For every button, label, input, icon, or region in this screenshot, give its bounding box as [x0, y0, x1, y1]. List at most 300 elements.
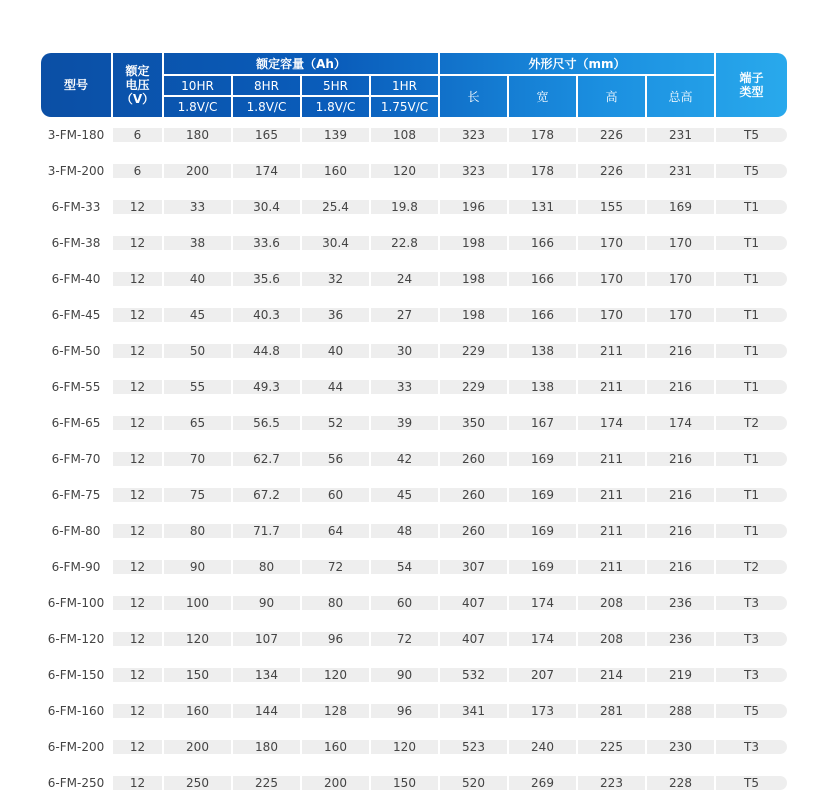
- cell-terminal-text: T3: [744, 668, 759, 682]
- cell-voltage: [113, 272, 162, 286]
- cell-cap-10hr-text: 55: [189, 380, 206, 394]
- cell-voltage-text: 12: [129, 488, 146, 502]
- cell-cap-5hr-text: 128: [324, 704, 347, 718]
- cell-cap-8hr: [233, 668, 300, 682]
- cell-cap-1hr-text: 42: [396, 452, 413, 466]
- cell-cap-8hr: [233, 272, 300, 286]
- cell-cap-10hr-text: 180: [186, 128, 209, 142]
- cell-length: [440, 452, 507, 466]
- cell-model: [41, 776, 111, 790]
- cell-cap-5hr-text: 32: [327, 272, 344, 286]
- cell-cap-5hr: [302, 344, 369, 358]
- cell-length-text: 229: [462, 344, 485, 358]
- table-row: [41, 200, 787, 214]
- cell-cap-5hr: [302, 596, 369, 610]
- cell-cap-10hr: [164, 596, 231, 610]
- cell-cap-10hr-text: 38: [189, 236, 206, 250]
- cell-width-text: 173: [531, 704, 554, 718]
- cell-cap-8hr: [233, 308, 300, 322]
- cell-cap-5hr-text: 52: [327, 416, 344, 430]
- cell-cap-10hr: [164, 632, 231, 646]
- cell-voltage: [113, 452, 162, 466]
- cell-model-text: 6-FM-70: [51, 452, 101, 466]
- cell-cap-10hr: [164, 776, 231, 790]
- cell-length-text: 307: [462, 560, 485, 574]
- cell-height: [578, 200, 645, 214]
- cell-length: [440, 740, 507, 754]
- cell-voltage-text: 12: [129, 272, 146, 286]
- cell-cap-5hr-text: 56: [327, 452, 344, 466]
- cell-width-text: 207: [531, 668, 554, 682]
- cell-cap-8hr-text: 165: [255, 128, 278, 142]
- cell-length-text: 260: [462, 488, 485, 502]
- cell-cap-5hr: [302, 128, 369, 142]
- cell-width: [509, 704, 576, 718]
- cell-cap-1hr-text: 30: [396, 344, 413, 358]
- cell-model-text: 6-FM-120: [47, 632, 105, 646]
- cell-width: [509, 308, 576, 322]
- cell-terminal-text: T5: [744, 704, 759, 718]
- cell-cap-8hr: [233, 416, 300, 430]
- cell-cap-8hr-text: 174: [255, 164, 278, 178]
- cell-height: [578, 416, 645, 430]
- cell-height: [578, 344, 645, 358]
- cell-length: [440, 668, 507, 682]
- cell-total-height: [647, 452, 714, 466]
- cell-height: [578, 236, 645, 250]
- cell-cap-1hr: [371, 776, 438, 790]
- cell-cap-10hr-text: 50: [189, 344, 206, 358]
- col-group-dimensions: 外形尺寸（mm）: [528, 56, 626, 71]
- cell-terminal: [716, 524, 787, 538]
- cell-width-text: 178: [531, 164, 554, 178]
- cell-total-height-text: 216: [669, 380, 692, 394]
- col-header-terminal: 端子 类型: [739, 71, 764, 99]
- cell-height-text: 226: [600, 164, 623, 178]
- cell-cap-5hr: [302, 776, 369, 790]
- cell-total-height-text: 216: [669, 488, 692, 502]
- cell-width-text: 169: [531, 560, 554, 574]
- cell-length-text: 198: [462, 272, 485, 286]
- cell-model: [41, 344, 111, 358]
- cell-cap-10hr-text: 45: [189, 308, 206, 322]
- cell-cap-8hr: [233, 344, 300, 358]
- cell-model-text: 6-FM-75: [51, 488, 101, 502]
- cell-voltage: [113, 380, 162, 394]
- cell-voltage: [113, 416, 162, 430]
- cell-cap-8hr: [233, 236, 300, 250]
- cell-cap-8hr-text: 80: [258, 560, 275, 574]
- cell-total-height: [647, 668, 714, 682]
- cell-total-height: [647, 740, 714, 754]
- cell-width-text: 174: [531, 632, 554, 646]
- cell-voltage: [113, 560, 162, 574]
- cell-cap-8hr-text: 134: [255, 668, 278, 682]
- cell-cap-1hr: [371, 164, 438, 178]
- cell-voltage: [113, 164, 162, 178]
- cell-cap-1hr: [371, 308, 438, 322]
- cell-terminal-text: T2: [744, 416, 759, 430]
- cell-voltage: [113, 128, 162, 142]
- cell-height-text: 155: [600, 200, 623, 214]
- cell-width-text: 138: [531, 380, 554, 394]
- cell-total-height-text: 236: [669, 596, 692, 610]
- cell-total-height: [647, 308, 714, 322]
- cell-height-text: 211: [600, 560, 623, 574]
- cell-terminal-text: T1: [744, 344, 759, 358]
- cell-cap-8hr-text: 90: [258, 596, 275, 610]
- cell-terminal-text: T1: [744, 524, 759, 538]
- cell-length-text: 341: [462, 704, 485, 718]
- cell-total-height-text: 231: [669, 128, 692, 142]
- cell-cap-10hr-text: 65: [189, 416, 206, 430]
- cell-model: [41, 632, 111, 646]
- cell-cap-1hr: [371, 380, 438, 394]
- cell-cap-1hr: [371, 668, 438, 682]
- cell-model: [41, 308, 111, 322]
- cell-cap-1hr: [371, 128, 438, 142]
- cell-cap-1hr-text: 27: [396, 308, 413, 322]
- table-row: [41, 596, 787, 610]
- cell-cap-10hr-text: 100: [186, 596, 209, 610]
- cell-cap-10hr: [164, 344, 231, 358]
- cell-model: [41, 128, 111, 142]
- cell-width: [509, 272, 576, 286]
- cell-cap-8hr: [233, 488, 300, 502]
- cell-height-text: 211: [600, 380, 623, 394]
- cell-model: [41, 560, 111, 574]
- cell-cap-8hr: [233, 128, 300, 142]
- col-header-width: 宽: [536, 89, 549, 104]
- cell-voltage: [113, 200, 162, 214]
- table-header: [41, 53, 787, 117]
- cell-length-text: 407: [462, 632, 485, 646]
- cell-model-text: 6-FM-150: [47, 668, 105, 682]
- cell-width: [509, 560, 576, 574]
- cell-terminal: [716, 596, 787, 610]
- cell-voltage: [113, 740, 162, 754]
- cell-length: [440, 776, 507, 790]
- cell-cap-8hr: [233, 596, 300, 610]
- cell-voltage: [113, 776, 162, 790]
- table-row: [41, 524, 787, 538]
- cell-model: [41, 200, 111, 214]
- cell-height: [578, 308, 645, 322]
- cell-terminal-text: T1: [744, 200, 759, 214]
- cell-length: [440, 200, 507, 214]
- cell-cap-5hr: [302, 308, 369, 322]
- cell-total-height-text: 219: [669, 668, 692, 682]
- cell-terminal: [716, 344, 787, 358]
- cell-cap-5hr-text: 160: [324, 740, 347, 754]
- cell-model-text: 6-FM-65: [51, 416, 101, 430]
- cell-cap-10hr: [164, 452, 231, 466]
- cell-cap-8hr: [233, 200, 300, 214]
- cell-total-height: [647, 632, 714, 646]
- cell-height: [578, 596, 645, 610]
- cell-terminal: [716, 272, 787, 286]
- cell-terminal: [716, 416, 787, 430]
- cell-cap-1hr: [371, 236, 438, 250]
- table-row: [41, 128, 787, 142]
- cell-cap-5hr: [302, 200, 369, 214]
- cell-cap-10hr-text: 90: [189, 560, 206, 574]
- cell-cap-1hr: [371, 416, 438, 430]
- cell-cap-8hr-text: 67.2: [253, 488, 280, 502]
- cell-length-text: 260: [462, 524, 485, 538]
- table-row: [41, 380, 787, 394]
- cell-length: [440, 488, 507, 502]
- cell-cap-5hr-text: 200: [324, 776, 347, 790]
- cell-width-text: 269: [531, 776, 554, 790]
- cell-length: [440, 704, 507, 718]
- cell-cap-8hr-text: 30.4: [253, 200, 280, 214]
- cell-model: [41, 668, 111, 682]
- cell-voltage: [113, 236, 162, 250]
- cell-voltage-text: 12: [129, 452, 146, 466]
- cell-voltage-text: 12: [129, 380, 146, 394]
- cell-cap-1hr: [371, 200, 438, 214]
- cell-model-text: 6-FM-160: [47, 704, 105, 718]
- cell-total-height: [647, 488, 714, 502]
- cell-cap-5hr-text: 36: [327, 308, 344, 322]
- col-header-rate-1hr: 1HR: [392, 78, 417, 93]
- cell-voltage-text: 12: [129, 200, 146, 214]
- cell-width: [509, 200, 576, 214]
- cell-cap-8hr-text: 71.7: [253, 524, 280, 538]
- cell-cap-1hr-text: 90: [396, 668, 413, 682]
- cell-total-height-text: 170: [669, 272, 692, 286]
- cell-cap-8hr: [233, 632, 300, 646]
- cell-terminal-text: T1: [744, 308, 759, 322]
- cell-voltage-text: 12: [129, 740, 146, 754]
- cell-terminal-text: T1: [744, 272, 759, 286]
- cell-length: [440, 236, 507, 250]
- cell-height-text: 223: [600, 776, 623, 790]
- cell-length: [440, 380, 507, 394]
- cell-cap-10hr-text: 160: [186, 704, 209, 718]
- cell-terminal: [716, 200, 787, 214]
- cell-width: [509, 740, 576, 754]
- cell-voltage: [113, 704, 162, 718]
- cell-cap-1hr: [371, 488, 438, 502]
- cell-width-text: 169: [531, 452, 554, 466]
- table-row: [41, 668, 787, 682]
- cell-terminal: [716, 740, 787, 754]
- cell-cap-1hr: [371, 524, 438, 538]
- cell-total-height: [647, 380, 714, 394]
- cell-cap-8hr-text: 49.3: [253, 380, 280, 394]
- cell-width: [509, 488, 576, 502]
- col-header-endv: 1.8V/C: [315, 100, 356, 114]
- cell-model: [41, 704, 111, 718]
- cell-terminal-text: T1: [744, 380, 759, 394]
- cell-height: [578, 776, 645, 790]
- cell-cap-1hr: [371, 560, 438, 574]
- cell-voltage-text: 6: [133, 164, 142, 178]
- cell-total-height: [647, 704, 714, 718]
- cell-cap-8hr-text: 44.8: [253, 344, 280, 358]
- cell-total-height-text: 216: [669, 344, 692, 358]
- cell-length: [440, 596, 507, 610]
- cell-cap-5hr-text: 40: [327, 344, 344, 358]
- cell-voltage: [113, 668, 162, 682]
- cell-cap-5hr: [302, 632, 369, 646]
- cell-total-height-text: 236: [669, 632, 692, 646]
- cell-model-text: 6-FM-250: [47, 776, 105, 790]
- cell-voltage-text: 6: [133, 128, 142, 142]
- cell-width-text: 138: [531, 344, 554, 358]
- cell-voltage-text: 12: [129, 416, 146, 430]
- cell-voltage-text: 12: [129, 632, 146, 646]
- cell-model-text: 6-FM-100: [47, 596, 105, 610]
- cell-cap-5hr-text: 80: [327, 596, 344, 610]
- col-header-voltage: 额定 电压 （V）: [120, 64, 155, 106]
- col-header-endv: 1.8V/C: [177, 100, 218, 114]
- cell-cap-10hr-text: 200: [186, 740, 209, 754]
- cell-length: [440, 272, 507, 286]
- cell-model: [41, 416, 111, 430]
- table-row: [41, 308, 787, 322]
- cell-total-height-text: 170: [669, 308, 692, 322]
- cell-width-text: 166: [531, 308, 554, 322]
- cell-model: [41, 272, 111, 286]
- cell-total-height: [647, 236, 714, 250]
- cell-cap-5hr-text: 44: [327, 380, 344, 394]
- cell-voltage-text: 12: [129, 668, 146, 682]
- cell-width-text: 240: [531, 740, 554, 754]
- cell-cap-10hr: [164, 560, 231, 574]
- cell-width-text: 166: [531, 272, 554, 286]
- cell-cap-8hr: [233, 704, 300, 718]
- cell-width: [509, 524, 576, 538]
- cell-length-text: 523: [462, 740, 485, 754]
- cell-model: [41, 380, 111, 394]
- cell-model-text: 6-FM-90: [51, 560, 101, 574]
- cell-width-text: 169: [531, 524, 554, 538]
- cell-length-text: 229: [462, 380, 485, 394]
- cell-terminal-text: T3: [744, 596, 759, 610]
- cell-voltage-text: 12: [129, 308, 146, 322]
- cell-height-text: 208: [600, 596, 623, 610]
- cell-length-text: 520: [462, 776, 485, 790]
- cell-height: [578, 164, 645, 178]
- cell-cap-1hr: [371, 272, 438, 286]
- cell-voltage: [113, 308, 162, 322]
- cell-terminal: [716, 128, 787, 142]
- cell-terminal-text: T1: [744, 452, 759, 466]
- table-row: [41, 776, 787, 790]
- cell-voltage-text: 12: [129, 344, 146, 358]
- cell-cap-5hr: [302, 380, 369, 394]
- cell-cap-8hr: [233, 452, 300, 466]
- cell-terminal: [716, 236, 787, 250]
- cell-model: [41, 596, 111, 610]
- cell-model: [41, 740, 111, 754]
- cell-length-text: 198: [462, 308, 485, 322]
- cell-height-text: 211: [600, 344, 623, 358]
- cell-length-text: 323: [462, 128, 485, 142]
- cell-cap-1hr: [371, 740, 438, 754]
- cell-width: [509, 164, 576, 178]
- cell-terminal: [716, 488, 787, 502]
- cell-cap-10hr-text: 80: [189, 524, 206, 538]
- cell-total-height-text: 169: [669, 200, 692, 214]
- cell-cap-10hr-text: 70: [189, 452, 206, 466]
- cell-cap-5hr: [302, 740, 369, 754]
- cell-length: [440, 164, 507, 178]
- cell-height-text: 211: [600, 488, 623, 502]
- cell-cap-1hr-text: 120: [393, 740, 416, 754]
- cell-cap-1hr-text: 72: [396, 632, 413, 646]
- cell-model-text: 3-FM-180: [47, 128, 105, 142]
- cell-height-text: 170: [600, 236, 623, 250]
- cell-cap-5hr: [302, 668, 369, 682]
- cell-cap-10hr-text: 120: [186, 632, 209, 646]
- cell-total-height: [647, 416, 714, 430]
- cell-cap-5hr: [302, 524, 369, 538]
- cell-cap-1hr-text: 60: [396, 596, 413, 610]
- cell-cap-10hr: [164, 272, 231, 286]
- cell-length-text: 350: [462, 416, 485, 430]
- cell-cap-8hr-text: 62.7: [253, 452, 280, 466]
- cell-cap-8hr-text: 180: [255, 740, 278, 754]
- cell-cap-1hr-text: 48: [396, 524, 413, 538]
- cell-cap-8hr-text: 225: [255, 776, 278, 790]
- cell-width: [509, 668, 576, 682]
- cell-total-height-text: 230: [669, 740, 692, 754]
- cell-voltage-text: 12: [129, 236, 146, 250]
- cell-total-height: [647, 128, 714, 142]
- cell-total-height: [647, 560, 714, 574]
- cell-cap-8hr: [233, 776, 300, 790]
- cell-height-text: 226: [600, 128, 623, 142]
- cell-total-height: [647, 524, 714, 538]
- cell-terminal-text: T5: [744, 164, 759, 178]
- cell-length: [440, 344, 507, 358]
- col-header-endv: 1.75V/C: [380, 100, 429, 114]
- cell-length: [440, 524, 507, 538]
- cell-height-text: 211: [600, 452, 623, 466]
- cell-cap-10hr: [164, 704, 231, 718]
- cell-total-height-text: 216: [669, 560, 692, 574]
- cell-model-text: 6-FM-50: [51, 344, 101, 358]
- cell-cap-10hr-text: 33: [189, 200, 206, 214]
- cell-width-text: 174: [531, 596, 554, 610]
- col-header-rate-5hr: 5HR: [323, 78, 348, 93]
- cell-terminal: [716, 560, 787, 574]
- cell-model-text: 6-FM-200: [47, 740, 105, 754]
- col-header-rate-8hr: 8HR: [254, 78, 279, 93]
- cell-total-height-text: 288: [669, 704, 692, 718]
- cell-cap-5hr-text: 30.4: [322, 236, 349, 250]
- col-header-rate-10hr: 10HR: [181, 78, 214, 93]
- cell-cap-10hr: [164, 128, 231, 142]
- cell-total-height-text: 170: [669, 236, 692, 250]
- cell-width-text: 169: [531, 488, 554, 502]
- cell-model-text: 6-FM-45: [51, 308, 101, 322]
- col-header-height: 高: [605, 89, 618, 104]
- table-row: [41, 452, 787, 466]
- cell-height: [578, 380, 645, 394]
- cell-cap-10hr-text: 200: [186, 164, 209, 178]
- cell-voltage-text: 12: [129, 524, 146, 538]
- cell-width: [509, 776, 576, 790]
- cell-cap-10hr-text: 150: [186, 668, 209, 682]
- cell-voltage: [113, 344, 162, 358]
- cell-cap-5hr: [302, 560, 369, 574]
- cell-cap-10hr-text: 40: [189, 272, 206, 286]
